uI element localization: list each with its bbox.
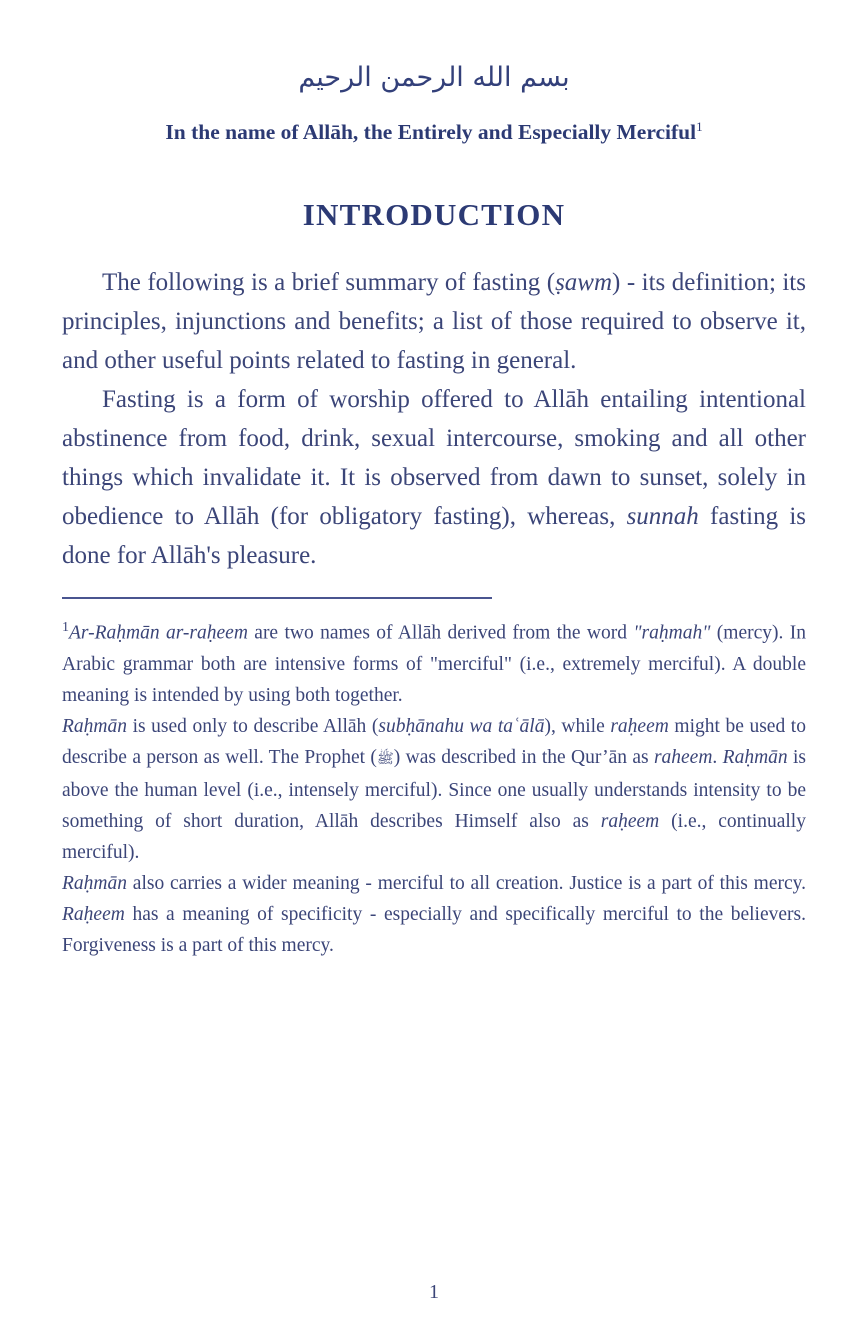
text-run: ), while	[544, 715, 611, 737]
document-page	[0, 62, 868, 1340]
emphasised-text: ṣawm	[555, 269, 613, 297]
emphasised-text: "raḥmah"	[633, 622, 711, 644]
footnote-marker: 1	[62, 620, 69, 636]
text-run: (mercy). In Arabic grammar both are intensive forms of "merciful" (i.e., extremely merciful). A double meaning is intended by using both together.	[62, 622, 806, 706]
emphasised-text: Raḥeem	[62, 903, 125, 925]
text-run: (i.e., continually merciful).	[62, 810, 806, 863]
basmala-translation-text: In the name of Allāh, the Entirely and Especially Merciful	[165, 120, 697, 145]
text-run: is used only to describe Allāh (	[127, 715, 379, 737]
basmala-arabic: بسم الله الرحمن الرحيم	[298, 62, 570, 93]
emphasised-text: Raḥmān	[62, 872, 127, 894]
emphasised-text: Raḥmān	[62, 715, 127, 737]
footnote-paragraph	[62, 612, 806, 711]
text-run: The following is a brief summary of fasting (	[102, 269, 556, 297]
emphasised-text: subḥānahu wa taʿālā	[378, 715, 545, 737]
body-paragraph	[62, 263, 806, 380]
emphasised-text: sunnah	[626, 503, 699, 531]
text-run: Fasting is a form of worship offered to Allāh entailing intentional abstinence from food, drink, sexual intercourse, smoking and all other things which invalidate it. It is observed from dawn to sunset, solely in obedience to Allāh (for obligatory fasting), whereas,	[62, 386, 806, 531]
emphasised-text: Ar-Raḥmān ar-raḥeem	[69, 622, 248, 644]
text-run: has a meaning of specificity - especially and specifically merciful to the believers. Forgiveness is a part of this mercy.	[62, 903, 806, 956]
body-paragraph	[62, 380, 806, 575]
footnote-divider	[62, 597, 492, 599]
page-title: INTRODUCTION	[302, 197, 566, 233]
salawat-icon: ﷺ	[376, 750, 394, 767]
basmala-translation	[62, 119, 806, 145]
emphasised-text: raḥeem	[610, 715, 669, 737]
text-run: is above the human level (i.e., intensely merciful). Since one usually understands intensity to be something of short duration, Allāh describes Himself also as	[62, 746, 807, 832]
footnote-reference-marker: 1	[696, 119, 703, 134]
body-text	[62, 263, 806, 575]
text-run: ) - its definition; its principles, injunctions and benefits; a list of those required to observe it, and other useful points related to fasting in general.	[62, 269, 806, 375]
footnote-paragraph	[62, 868, 806, 961]
page-number: 1	[429, 1281, 439, 1303]
text-run: .	[712, 746, 723, 768]
footnote-block	[62, 612, 806, 961]
text-run: are two names of Allāh derived from the word	[247, 622, 634, 644]
footnote-paragraph	[62, 711, 806, 868]
emphasised-text: raheem	[653, 746, 713, 768]
text-run: ) was described in the Qur’ān as	[393, 746, 654, 768]
text-run: fasting is done for Allāh's pleasure.	[62, 503, 806, 570]
emphasised-text: Raḥmān	[722, 746, 788, 768]
text-run: also carries a wider meaning - merciful to all creation. Justice is a part of this mercy.	[127, 872, 806, 894]
emphasised-text: raḥeem	[600, 810, 660, 832]
text-run: might be used to describe a person as well. The Prophet (	[62, 715, 806, 768]
